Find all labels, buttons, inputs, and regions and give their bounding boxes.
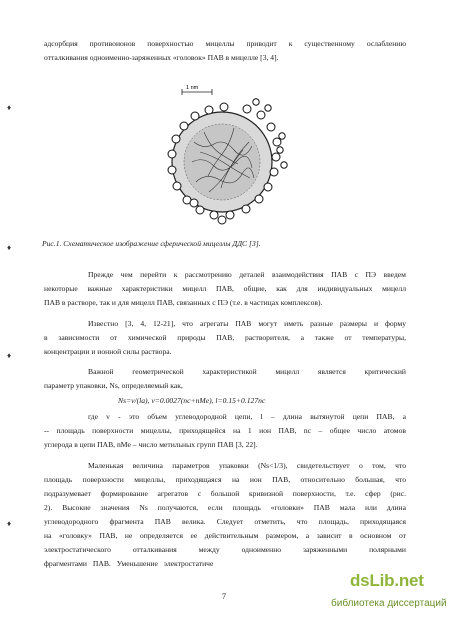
formula: Ns=v/(la), v=0.0027(nc+nMe), l=0.15+0.127nc bbox=[118, 396, 266, 405]
margin-mark: ♦ bbox=[7, 243, 12, 252]
text-line: параметр упаковки, Ns, определяемый как, bbox=[44, 381, 183, 390]
text-line: -- площадь поверхности мицеллы, приходящейся на 1 ион ПАВ, nc – общее число атомов bbox=[44, 426, 406, 435]
text-line: концентрации и ионной силы раствора. bbox=[44, 347, 172, 356]
watermark-subtitle: библиотека диссертаций bbox=[331, 598, 447, 609]
micelle-figure bbox=[164, 82, 289, 232]
text-line: электростатического отталкивания между одноименно заряженными полярными bbox=[44, 545, 406, 554]
text-line: 2). Высокие значения Ns получаются, если площадь «головки» ПАВ мала или длина bbox=[44, 503, 406, 512]
text-line: углеводородного фрагмента ПАВ велика. Следует отметить, что площадь, приходящаяся bbox=[44, 517, 406, 526]
text-line: адсорбция противоионов поверхностью мицеллы приводит к существенному ослаблению bbox=[44, 39, 406, 48]
text-line: подразумевает формирование агрегатов с большой кривизной поверхности, т.е. сфер (рис. bbox=[44, 489, 406, 498]
text-line: некоторые важные характеристики мицелл ПАВ, общие, как для индивидуальных мицелл bbox=[44, 284, 406, 293]
text-line: ПАВ в растворе, так и для мицелл ПАВ, связанных с ПЭ (т.е. в частицах комплексов). bbox=[44, 298, 323, 307]
margin-mark: ♦ bbox=[7, 103, 12, 112]
text-line: Известно [3, 4, 12-21], что агрегаты ПАВ могут иметь разные размеры и форму bbox=[88, 319, 406, 328]
text-line: на «головку» ПАВ, не определяется ее действительным размером, а зависит в основном от bbox=[44, 531, 406, 540]
figure-caption: Рис.1. Схематическое изображение сферической мицеллы ДДС [3]. bbox=[42, 239, 261, 248]
margin-mark: ♦ bbox=[7, 351, 12, 360]
watermark-logo: dsLib.net bbox=[350, 571, 424, 590]
text-line: Маленькая величина параметров упаковки (Ns<1/3), свидетельствует о том, что bbox=[88, 461, 406, 470]
text-line: отталкивания одноименно-заряженных «головок» ПАВ в мицелле [3, 4]. bbox=[44, 53, 279, 62]
text-line: где v - это объем углеводородной цепи, l – длина вытянутой цепи ПАВ, a bbox=[88, 412, 406, 421]
watermark[interactable] bbox=[331, 571, 450, 619]
text-line: Прежде чем перейти к рассмотрению деталей взаимодействия ПАВ с ПЭ введем bbox=[88, 270, 406, 279]
margin-mark: ♦ bbox=[7, 519, 12, 528]
text-line: углерода в цепи ПАВ, nMe – число метильных групп ПАВ [3, 22]. bbox=[44, 440, 258, 449]
text-line: Важной геометрической характеристикой мицелл является критический bbox=[88, 367, 406, 376]
text-line: фрагментами ПАВ. Уменьшение электростатиче bbox=[44, 559, 214, 568]
scale-label: 1 nm bbox=[186, 85, 199, 91]
page-number: 7 bbox=[222, 592, 226, 601]
text-line: площадь поверхности мицеллы, приходящаяся на ион ПАВ, относительно большая, что bbox=[44, 475, 406, 484]
text-line: в зависимости от химической природы ПАВ, растворителя, а также от температуры, bbox=[44, 333, 406, 342]
